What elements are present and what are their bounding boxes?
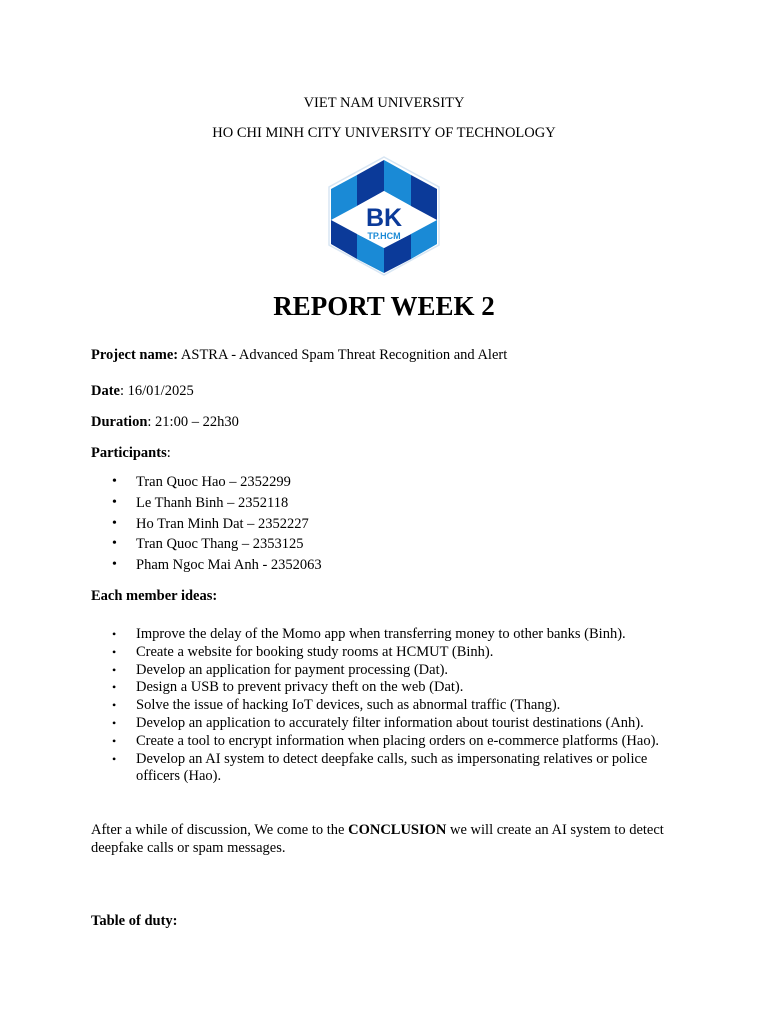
idea-text: Solve the issue of hacking IoT devices, such as abnormal traffic (Thang). (136, 697, 561, 714)
participant-item (91, 494, 322, 515)
participant-text: Ho Tran Minh Dat – 2352227 (136, 515, 309, 532)
conclusion-keyword: CONCLUSION (348, 822, 447, 838)
idea-text: Create a website for booking study rooms at HCMUT (Binh). (136, 643, 494, 660)
table-of-duty-heading (91, 912, 177, 930)
date-field (91, 382, 194, 400)
date-label: Date (91, 383, 120, 399)
participants-list (91, 473, 322, 577)
table-of-duty-label: Table of duty: (91, 913, 178, 929)
participant-text: Pham Ngoc Mai Anh - 2352063 (136, 557, 322, 574)
ideas-list (91, 626, 691, 786)
participant-item (91, 535, 322, 556)
idea-text: Create a tool to encrypt information when placing orders on e-commerce platforms (Hao). (136, 732, 660, 749)
conclusion-prefix: After a while of discussion, We come to the (91, 822, 349, 838)
logo-text-bk: BK (365, 204, 403, 232)
bullet-icon: • (112, 536, 117, 552)
participants-label-suffix: : (166, 445, 171, 461)
university-name: VIET NAM UNIVERSITY (303, 95, 465, 111)
bullet-icon: • (112, 644, 117, 659)
idea-item (91, 715, 691, 733)
bullet-icon: • (112, 474, 117, 489)
participant-item (91, 515, 322, 536)
participant-text: Le Thanh Binh – 2352118 (136, 494, 289, 511)
conclusion-suffix: we will create an AI system to detect deepfake calls or spam messages. (91, 822, 664, 856)
idea-item (91, 662, 691, 680)
date-value: : 16/01/2025 (120, 383, 194, 399)
bullet-icon: • (112, 715, 117, 730)
idea-item (91, 644, 691, 662)
idea-item (91, 751, 691, 787)
bullet-icon: • (112, 698, 117, 713)
bullet-icon: • (112, 680, 117, 695)
participant-item (91, 556, 322, 577)
project-name-label: Project name: (91, 347, 179, 363)
idea-item (91, 733, 691, 751)
bullet-icon: • (112, 557, 117, 573)
idea-item (91, 679, 691, 697)
participants-heading (91, 444, 171, 462)
idea-text: Develop an application for payment processing (Dat). (136, 661, 449, 678)
idea-item (91, 626, 691, 644)
idea-item (91, 697, 691, 715)
duration-field (91, 413, 239, 431)
report-title: REPORT WEEK 2 (273, 291, 495, 321)
participant-text: Tran Quoc Thang – 2353125 (136, 536, 304, 553)
duration-label: Duration (91, 414, 148, 430)
ideas-label: Each member ideas: (91, 588, 218, 604)
participants-label: Participants (91, 445, 167, 461)
logo-text-sub: TP.HCM (367, 231, 401, 241)
bullet-icon: • (112, 662, 117, 677)
conclusion-paragraph (91, 822, 681, 858)
idea-text: Develop an AI system to detect deepfake calls, such as impersonating relatives or police officers (Hao). (136, 750, 648, 785)
bk-university-logo (326, 156, 442, 276)
idea-text: Improve the delay of the Momo app when transferring money to other banks (Binh). (136, 626, 626, 642)
participant-text: Tran Quoc Hao – 2352299 (136, 474, 291, 490)
project-name-field (91, 346, 507, 364)
faculty-name: HO CHI MINH CITY UNIVERSITY OF TECHNOLOGY (212, 125, 556, 141)
bullet-icon: • (112, 751, 117, 766)
idea-text: Design a USB to prevent privacy theft on the web (Dat). (136, 679, 464, 696)
bullet-icon: • (112, 515, 117, 531)
ideas-heading (91, 587, 217, 605)
bullet-icon: • (112, 733, 117, 748)
duration-value: : 21:00 – 22h30 (147, 414, 239, 430)
bullet-icon: • (112, 627, 117, 641)
idea-text: Develop an application to accurately filter information about tourist destinations (Anh). (136, 714, 644, 731)
bullet-icon: • (112, 494, 117, 510)
participant-item (91, 473, 322, 494)
project-name-value: ASTRA - Advanced Spam Threat Recognition and Alert (178, 347, 508, 363)
